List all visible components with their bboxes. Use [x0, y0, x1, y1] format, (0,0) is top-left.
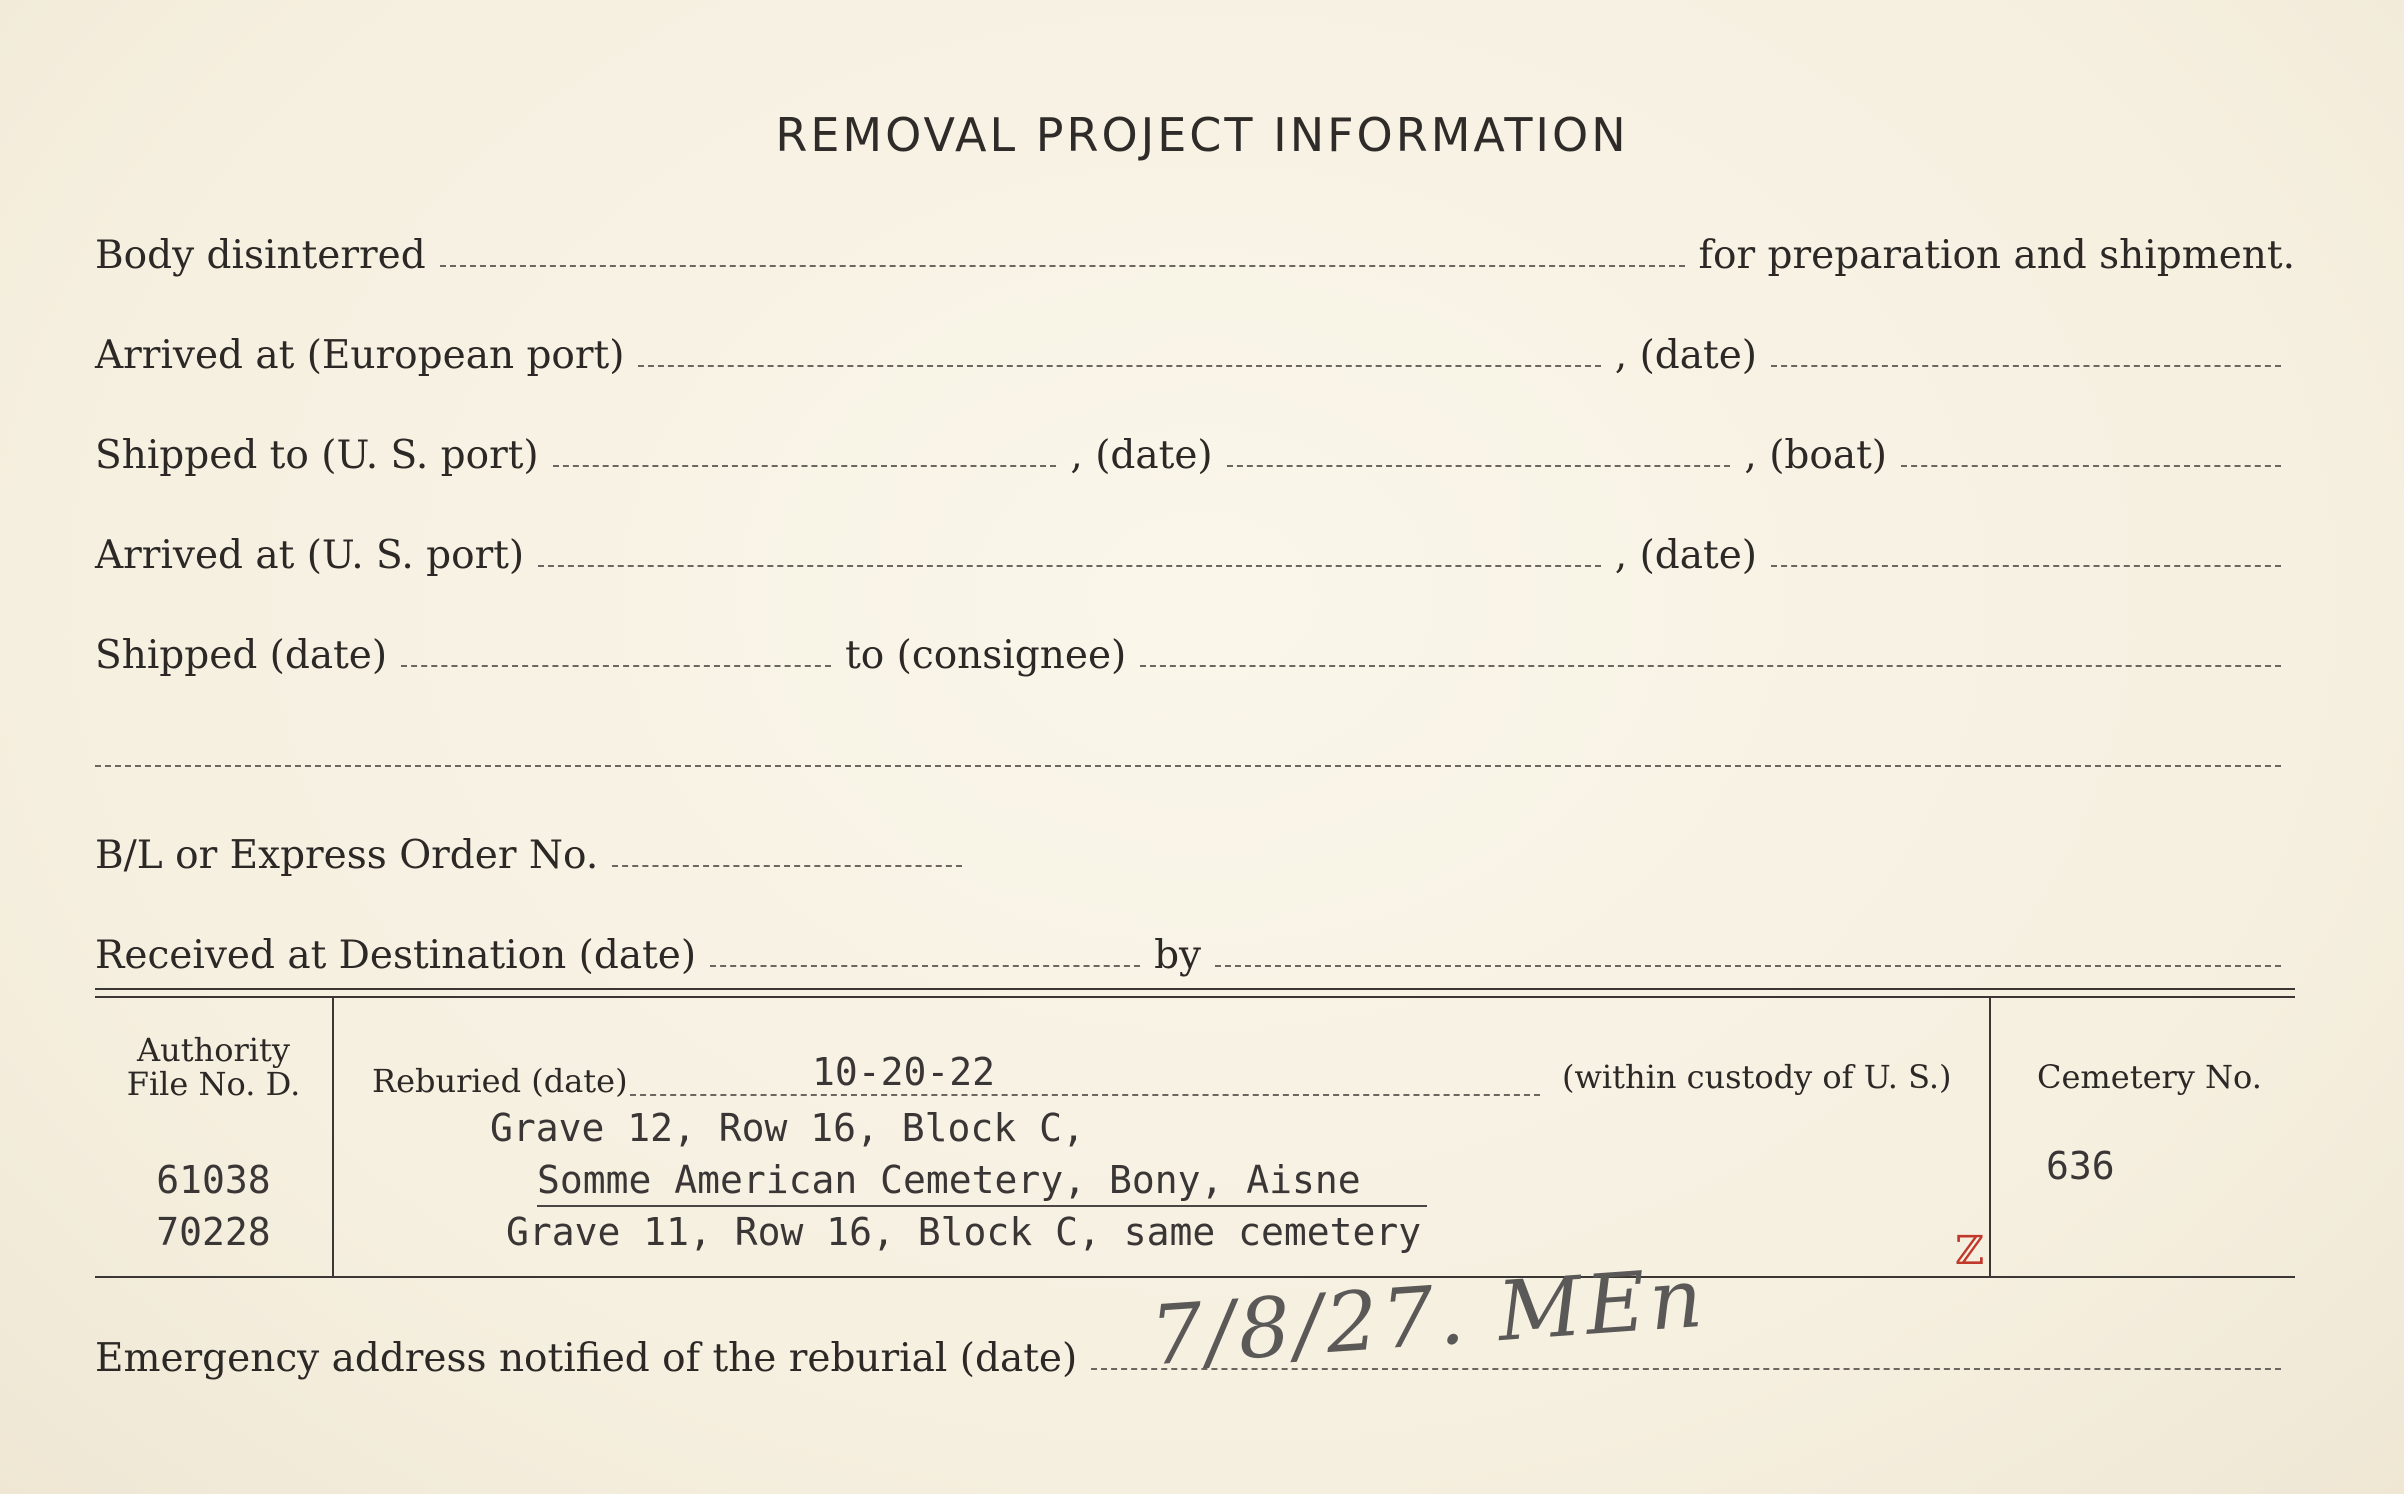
label-arrived-european-port: Arrived at (European port)	[95, 333, 625, 378]
field-us-port	[553, 465, 1057, 467]
field-body-disinterred	[440, 265, 1685, 267]
grave-line-3: Grave 11, Row 16, Block C, same cemetery	[506, 1210, 1422, 1254]
field-received-date	[710, 965, 1140, 967]
divider-cemetery	[1989, 998, 1991, 1276]
label-file-no: File No. D.	[126, 1064, 301, 1103]
label-within-custody: (within custody of U. S.)	[1562, 1058, 1952, 1096]
label-bl-express-order: B/L or Express Order No.	[95, 833, 599, 878]
grave-line-2: Somme American Cemetery, Bony, Aisne	[537, 1158, 1361, 1202]
label-preparation-shipment: for preparation and shipment.	[1698, 233, 2295, 278]
field-european-date	[1771, 365, 2281, 367]
row-bl-express	[95, 815, 2295, 878]
label-date: , (date)	[1070, 433, 1213, 478]
label-authority: Authority	[137, 1031, 290, 1069]
label-shipped-date: Shipped (date)	[95, 633, 388, 678]
row-shipped-us-port	[95, 415, 2295, 478]
row-shipped-consignee	[95, 615, 2295, 678]
field-european-port	[638, 365, 1600, 367]
field-shipped-date	[1227, 465, 1731, 467]
field-arrived-us-port	[538, 565, 1601, 567]
label-arrived-us-port: Arrived at (U. S. port)	[95, 533, 525, 578]
red-check-mark: ℤ	[1955, 1228, 1985, 1274]
field-shipped-date	[401, 665, 831, 667]
label-shipped-to-us-port: Shipped to (U. S. port)	[95, 433, 539, 478]
label-authority-file	[95, 1031, 332, 1103]
grave-line-1: Grave 12, Row 16, Block C,	[490, 1106, 1085, 1150]
section-divider-top	[95, 988, 2295, 998]
field-bl-express-number	[612, 865, 962, 867]
field-consignee-continued	[95, 765, 2281, 767]
cemetery-number-value: 636	[2046, 1144, 2115, 1188]
row-received-destination	[95, 915, 2295, 978]
label-reburied-date: Reburied (date)	[372, 1062, 628, 1100]
row-blank-line	[95, 715, 2295, 775]
label-received-destination: Received at Destination (date)	[95, 933, 697, 978]
label-to-consignee: to (consignee)	[845, 633, 1127, 678]
row-arrived-us	[95, 515, 2295, 578]
label-date: , (date)	[1614, 333, 1757, 378]
label-date: , (date)	[1614, 533, 1757, 578]
label-by: by	[1154, 933, 1202, 978]
section-divider-bottom	[95, 1276, 2295, 1278]
authority-file-number-1: 61038	[156, 1158, 271, 1202]
label-emergency-address: Emergency address notified of the reburial (date)	[95, 1336, 1078, 1381]
handwritten-notification-date: 7/8/27. MEn	[1147, 1250, 1710, 1385]
reburied-date-value: 10-20-22	[812, 1050, 996, 1094]
label-cemetery-no: Cemetery No.	[2037, 1058, 2262, 1096]
row-body-disinterred	[95, 215, 2295, 278]
field-boat	[1901, 465, 2281, 467]
authority-file-number-2: 70228	[156, 1210, 271, 1254]
field-reburied-date	[630, 1094, 1540, 1096]
label-body-disinterred: Body disinterred	[95, 233, 426, 278]
field-consignee	[1140, 665, 2281, 667]
divider-authority	[332, 998, 334, 1276]
typed-underline	[537, 1205, 1427, 1207]
label-boat: , (boat)	[1744, 433, 1888, 478]
field-arrived-us-date	[1771, 565, 2281, 567]
card-title: REMOVAL PROJECT INFORMATION	[775, 108, 1629, 162]
row-arrived-european	[95, 315, 2295, 378]
field-received-by	[1215, 965, 2281, 967]
